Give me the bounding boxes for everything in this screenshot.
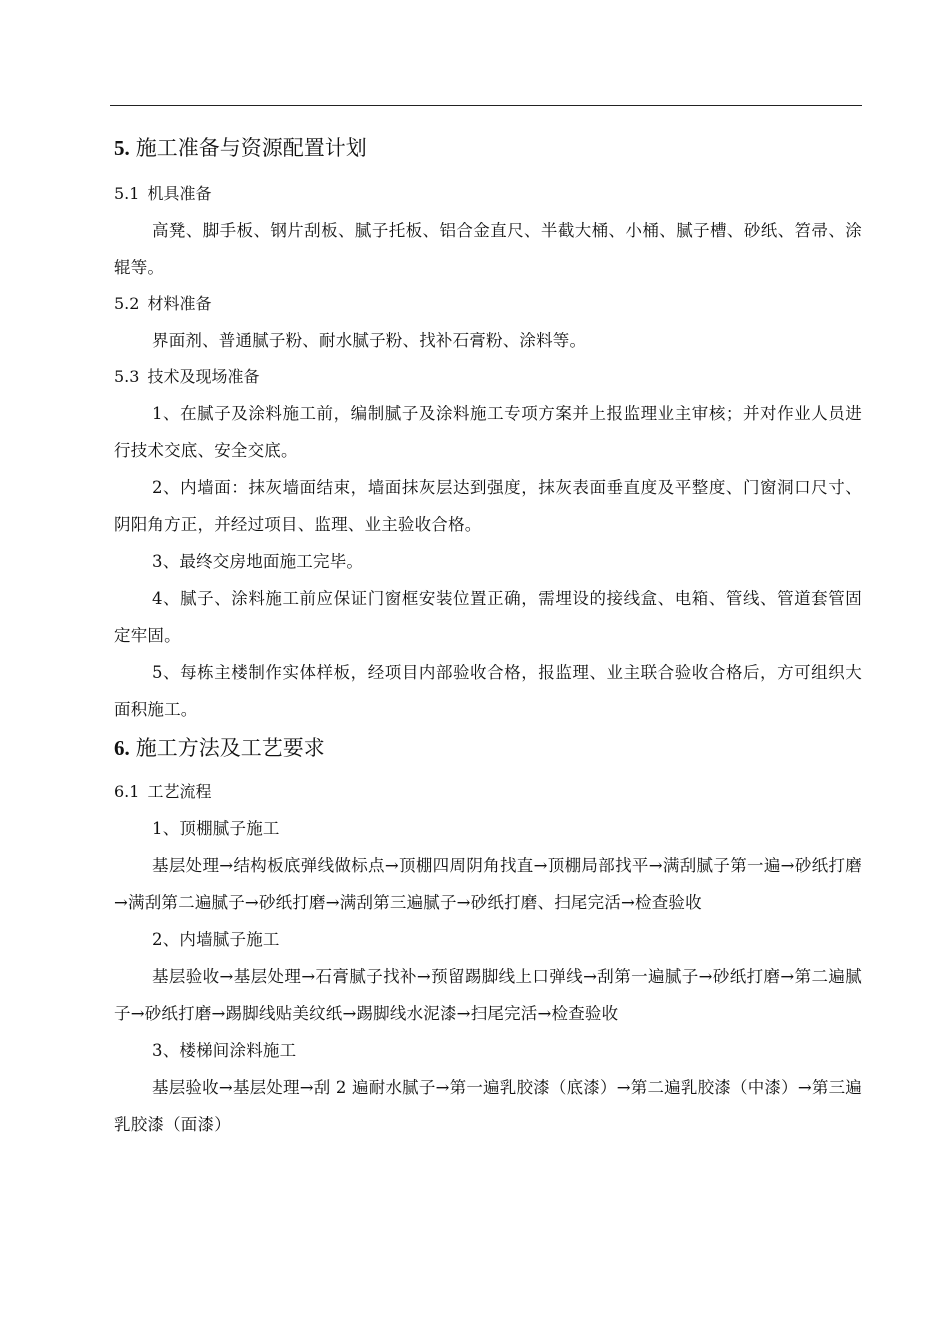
subsection-number: 5.1 xyxy=(114,184,140,203)
document-body xyxy=(114,130,862,1143)
flow-title: 3、楼梯间涂料施工 xyxy=(152,1041,297,1060)
subsection-6-1-heading xyxy=(114,774,862,810)
subsection-5-3-heading xyxy=(114,359,862,395)
preparation-item: 1、在腻子及涂料施工前，编制腻子及涂料施工专项方案并上报监理业主审核；并对作业人员进行技术交底、安全交底。 xyxy=(114,404,862,460)
materials-paragraph: 界面剂、普通腻子粉、耐水腻子粉、找补石膏粉、涂料等。 xyxy=(152,331,587,350)
preparation-item: 2、内墙面：抹灰墙面结束，墙面抹灰层达到强度，抹灰表面垂直度及平整度、门窗洞口尺寸、阴阳角方正，并经过项目、监理、业主验收合格。 xyxy=(114,478,862,534)
subsection-number: 5.2 xyxy=(114,294,140,313)
section-title: 施工准备与资源配置计划 xyxy=(135,136,367,160)
subsection-5-1-heading xyxy=(114,176,862,212)
flow-title: 2、内墙腻子施工 xyxy=(152,930,280,949)
preparation-item: 4、腻子、涂料施工前应保证门窗框安装位置正确，需埋设的接线盒、电箱、管线、管道套管固定牢固。 xyxy=(114,589,862,645)
preparation-item: 5、每栋主楼制作实体样板，经项目内部验收合格，报监理、业主联合验收合格后，方可组织大面积施工。 xyxy=(114,663,862,719)
subsection-5-2-heading xyxy=(114,286,862,322)
flow-text: 基层处理→结构板底弹线做标点→顶棚四周阴角找直→顶棚局部找平→满刮腻子第一遍→砂纸打磨→满刮第二遍腻子→砂纸打磨→满刮第三遍腻子→砂纸打磨、扫尾完活→检查验收 xyxy=(114,856,862,912)
subsection-number: 6.1 xyxy=(114,782,140,801)
preparation-item: 3、最终交房地面施工完毕。 xyxy=(152,552,364,571)
subsection-title: 机具准备 xyxy=(147,184,212,203)
section-5-heading xyxy=(114,130,862,166)
flow-title: 1、顶棚腻子施工 xyxy=(152,819,280,838)
subsection-number: 5.3 xyxy=(114,367,140,386)
subsection-title: 技术及现场准备 xyxy=(147,367,260,386)
subsection-title: 材料准备 xyxy=(147,294,212,313)
tools-paragraph: 高凳、脚手板、钢片刮板、腻子托板、铝合金直尺、半截大桶、小桶、腻子槽、砂纸、笤帚、涂辊等。 xyxy=(114,221,862,277)
flow-text: 基层验收→基层处理→石膏腻子找补→预留踢脚线上口弹线→刮第一遍腻子→砂纸打磨→第二遍腻子→砂纸打磨→踢脚线贴美纹纸→踢脚线水泥漆→扫尾完活→检查验收 xyxy=(114,967,862,1023)
section-6-heading xyxy=(114,730,862,766)
flow-text: 基层验收→基层处理→刮 2 遍耐水腻子→第一遍乳胶漆（底漆）→第二遍乳胶漆（中漆）→第三遍乳胶漆（面漆） xyxy=(114,1078,862,1134)
section-number: 6. xyxy=(114,736,130,760)
subsection-title: 工艺流程 xyxy=(147,782,212,801)
section-number: 5. xyxy=(114,136,130,160)
section-title: 施工方法及工艺要求 xyxy=(135,736,325,760)
header-rule xyxy=(110,105,862,106)
